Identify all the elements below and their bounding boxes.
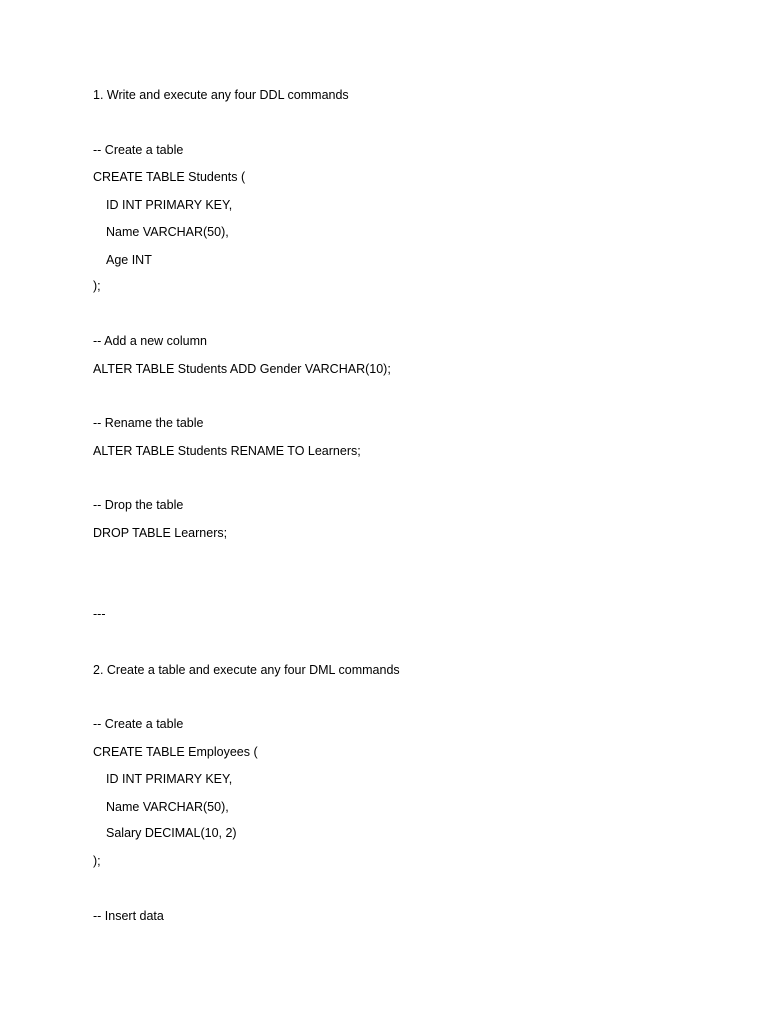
code-line: Age INT xyxy=(106,253,152,267)
code-line: ID INT PRIMARY KEY, xyxy=(106,198,233,212)
code-line: ); xyxy=(93,279,101,293)
code-line: CREATE TABLE Employees ( xyxy=(93,745,258,759)
code-line: CREATE TABLE Students ( xyxy=(93,170,246,184)
code-line: ); xyxy=(93,854,101,868)
code-line: Name VARCHAR(50), xyxy=(106,800,229,814)
code-line: ALTER TABLE Students RENAME TO Learners; xyxy=(93,444,361,458)
comment-add-column: -- Add a new column xyxy=(93,334,207,348)
separator: --- xyxy=(93,607,106,621)
code-line: DROP TABLE Learners; xyxy=(93,526,228,540)
code-line: ALTER TABLE Students ADD Gender VARCHAR(10); xyxy=(93,362,391,376)
code-line: Salary DECIMAL(10, 2) xyxy=(106,826,237,840)
section-heading-dml: 2. Create a table and execute any four DML commands xyxy=(93,663,400,677)
comment-drop-table: -- Drop the table xyxy=(93,498,184,512)
comment-insert-data: -- Insert data xyxy=(93,909,164,923)
section-heading-ddl: 1. Write and execute any four DDL commands xyxy=(93,88,349,102)
code-line: ID INT PRIMARY KEY, xyxy=(106,772,233,786)
comment-create-table: -- Create a table xyxy=(93,143,184,157)
comment-create-table: -- Create a table xyxy=(93,717,184,731)
code-line: Name VARCHAR(50), xyxy=(106,225,229,239)
comment-rename-table: -- Rename the table xyxy=(93,416,204,430)
